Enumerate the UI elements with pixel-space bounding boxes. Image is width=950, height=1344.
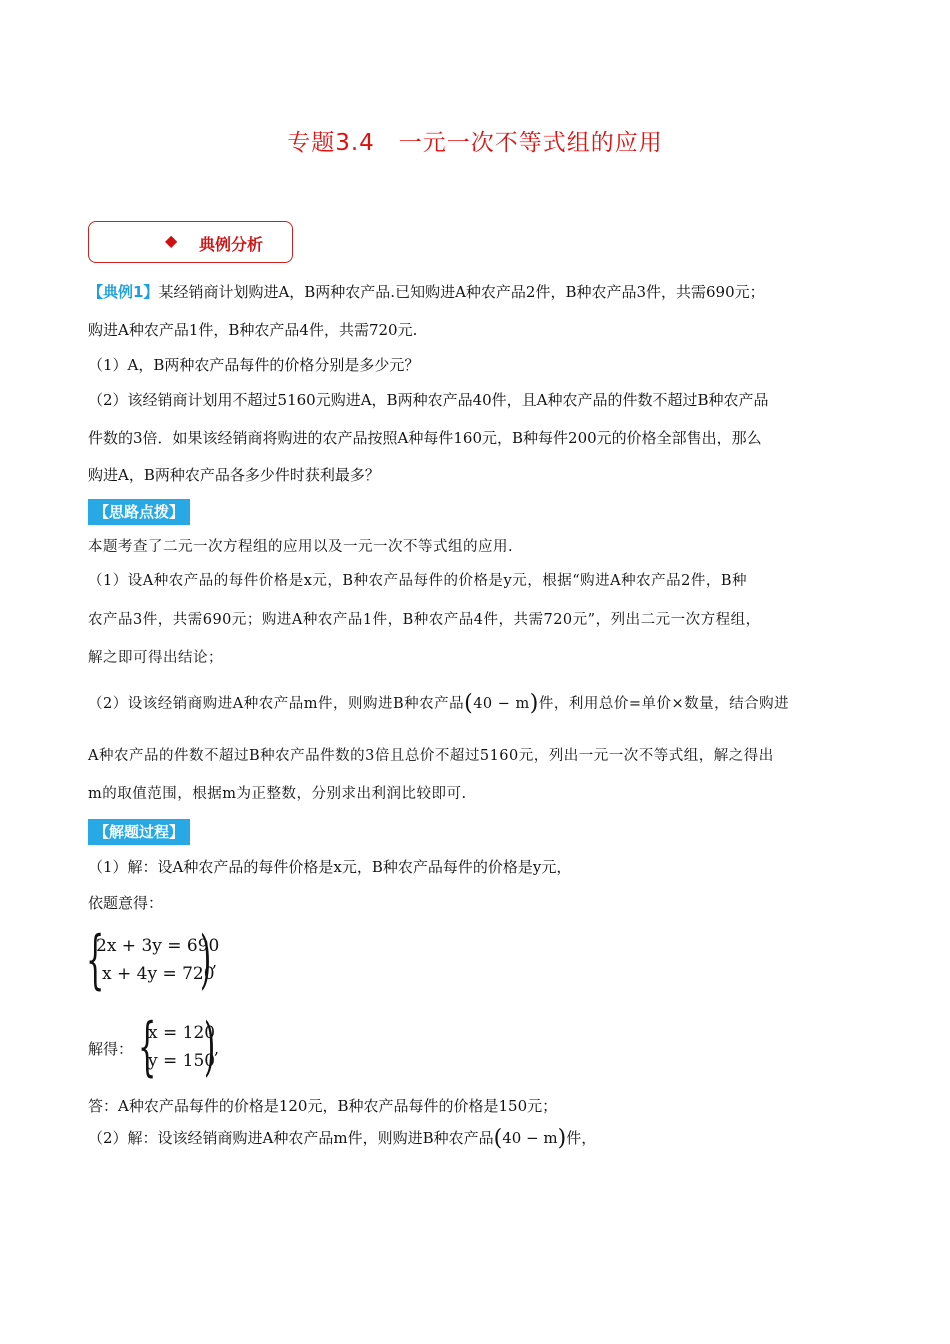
solution-s2: 依题意得：	[88, 894, 164, 912]
result-1: x = 120	[148, 1023, 216, 1043]
example-tag: 【典例1】	[88, 283, 159, 301]
solution-s1: （1）解：设A种农产品的每件价格是x元，B种农产品每件的价格是y元，	[88, 858, 572, 876]
hint-intro: 本题考查了二元一次方程组的应用以及一元一次不等式组的应用.	[88, 539, 514, 555]
solution-s3: （2）解：设该经销商购进A种农产品m件，则购进B种农产品(40 − m)件，	[88, 1126, 597, 1151]
question-2c: 购进A，B两种农产品各多少件时获利最多？	[88, 466, 380, 484]
diamond-icon: ◆	[165, 231, 178, 250]
hint-p1b: 农产品3件，共需690元；购进A种农产品1件，B种农产品4件，共需720元”，列出二元一次方程组，	[88, 612, 761, 628]
example-line-2: 购进A种农产品1件，B种农产品4件，共需720元.	[88, 321, 418, 339]
hint-p2c: m的取值范围，根据m为正整数，分别求出利润比较即可.	[88, 786, 467, 802]
hint-p1a: （1）设A种农产品的每件价格是x元，B种农产品每件的价格是y元，根据“购进A种农产品2件，B种	[88, 573, 747, 589]
hint-p2b: A种农产品的件数不超过B种农产品件数的3倍且总价不超过5160元，列出一元一次不等式组，解之得出	[88, 748, 774, 764]
question-2a: （2）该经销商计划用不超过5160元购进A，B两种农产品40件，且A种农产品的件数不超过B种农产品	[88, 391, 769, 409]
hint-badge: 【思路点拨】	[88, 499, 190, 525]
answer-1: 答：A种农产品每件的价格是120元，B种农产品每件的价格是150元；	[88, 1097, 558, 1115]
page-title: 专题3.4 一元一次不等式组的应用	[287, 130, 663, 156]
solution-badge: 【解题过程】	[88, 819, 190, 845]
result-2: y = 150	[148, 1051, 216, 1071]
hint-p2a: （2）设该经销商购进A种农产品m件，则购进B种农产品(40 − m)件，利用总价=单价×数量，结合购进	[88, 691, 790, 716]
section-header	[88, 221, 293, 263]
hint-p1c: 解之即可得出结论；	[88, 650, 223, 666]
equation-system: { 2x + 3y = 690 x + 4y = 720 ) ,	[86, 923, 220, 997]
math-expression: 40 − m	[473, 696, 530, 712]
question-2b: 件数的3倍．如果该经销商将购进的农产品按照A种每件160元，B种每件200元的价格全部售出，那么	[88, 429, 762, 447]
equation-2: x + 4y = 720	[102, 964, 215, 984]
result-system: { x = 120 y = 150 ) ,	[138, 1010, 220, 1084]
solved-label: 解得：	[88, 1040, 134, 1058]
question-1: （1）A，B两种农产品每件的价格分别是多少元？	[88, 356, 420, 374]
equation-1: 2x + 3y = 690	[96, 936, 220, 956]
math-expression-2: 40 − m	[502, 1129, 558, 1147]
example-line-1: 【典例1】某经销商计划购进A，B两种农产品.已知购进A种农产品2件，B种农产品3件，共需690元；	[88, 283, 765, 301]
section-label: 典例分析	[199, 235, 264, 254]
